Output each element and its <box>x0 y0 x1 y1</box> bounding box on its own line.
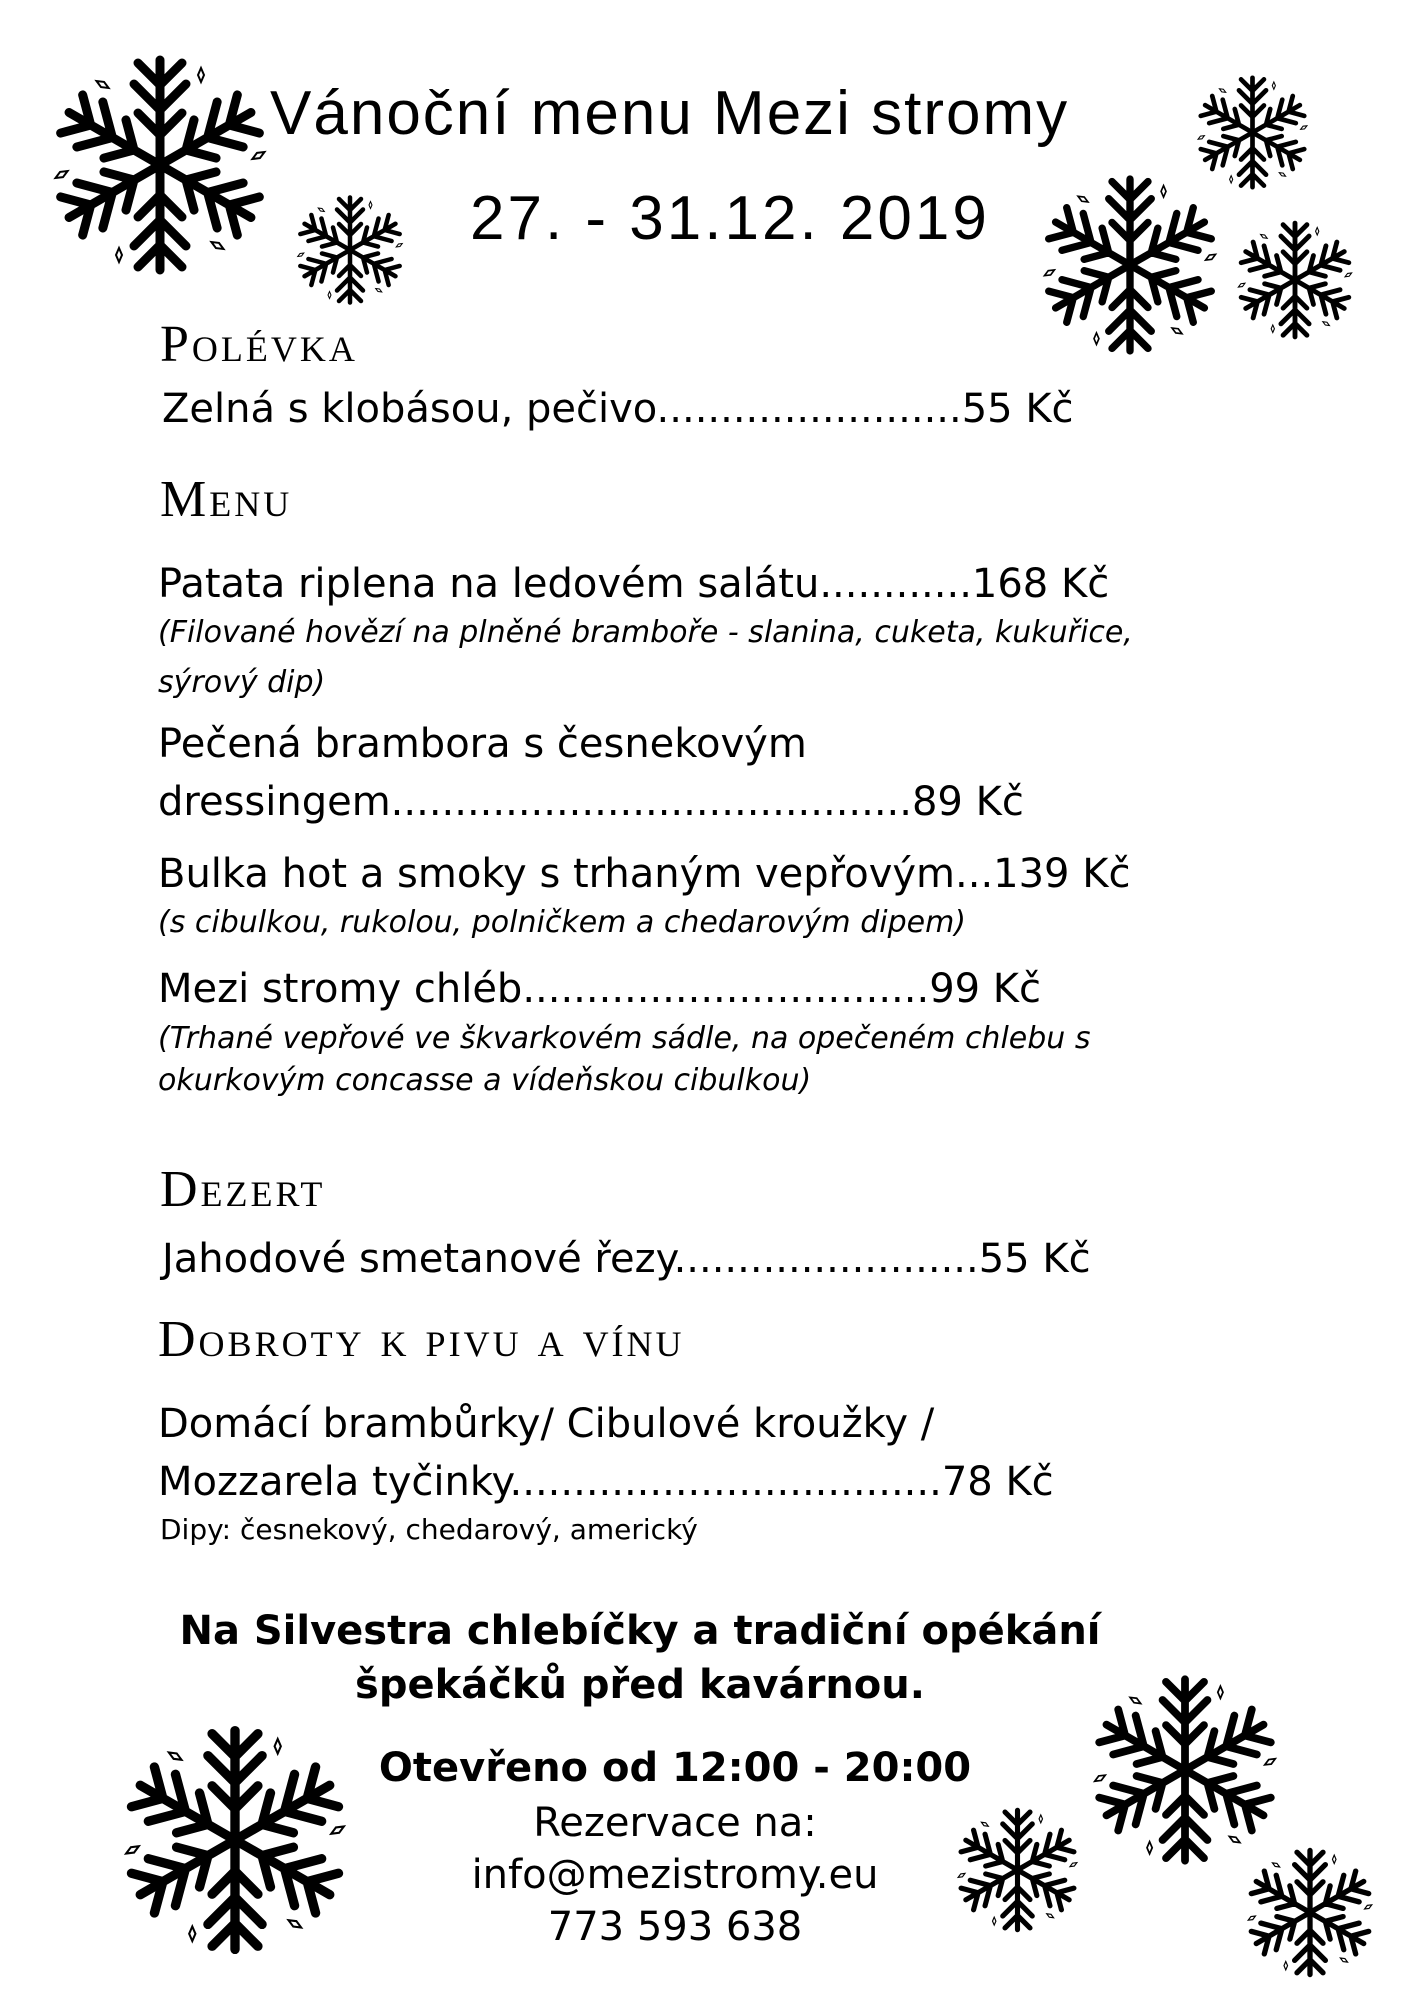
silvestr-note-line2: špekáčků před kavárnou. <box>355 1662 925 1708</box>
snowflake-icon <box>120 1715 350 1965</box>
contact-email[interactable]: info@mezistromy.eu <box>471 1852 879 1898</box>
menu-date: 27. - 31.12. 2019 <box>470 184 990 253</box>
menu-item-brambora-price: dressingem.........................................89 Kč <box>158 779 1024 825</box>
menu-item-chleb-note-2: okurkovým concasse a vídeňskou cibulkou) <box>158 1063 812 1098</box>
menu-item-patata-note: (Filované hovězí na plněné bramboře - slanina, cuketa, kukuřice, <box>158 615 1133 650</box>
menu-title: Vánoční menu Mezi stromy <box>270 79 1070 148</box>
soup-item: Zelná s klobásou, pečivo........................55 Kč <box>162 386 1074 432</box>
beer-snacks-item: Domácí brambůrky/ Cibulové kroužky / <box>158 1401 935 1447</box>
snowflake-icon <box>1235 215 1355 345</box>
opening-hours: Otevřeno od 12:00 - 20:00 <box>378 1745 972 1791</box>
menu-item-chleb-note: (Trhané vepřové ve škvarkovém sádle, na opečeném chlebu s <box>158 1021 1091 1056</box>
menu-item-patata: Patata riplena na ledovém salátu............168 Kč <box>158 561 1110 607</box>
section-heading-beer-snacks: Dobroty k pivu a vínu <box>158 1311 685 1368</box>
snowflake-icon <box>50 45 270 285</box>
snowflake-icon <box>1040 165 1220 365</box>
snowflake-icon <box>955 1800 1080 1940</box>
snowflake-icon <box>295 190 405 310</box>
silvestr-note-line1: Na Silvestra chlebíčky a tradiční opékání <box>179 1608 1101 1654</box>
section-heading-dessert: Dezert <box>160 1161 326 1218</box>
reservation-label: Rezervace na: <box>533 1800 817 1846</box>
menu-item-patata-note-2: sýrový dip) <box>158 665 326 700</box>
dessert-item: Jahodové smetanové řezy........................55 Kč <box>162 1236 1091 1282</box>
beer-snacks-dips: Dipy: česnekový, chedarový, americký <box>160 1513 698 1546</box>
section-heading-soup: Polévka <box>160 316 358 373</box>
contact-phone[interactable]: 773 593 638 <box>547 1904 803 1950</box>
beer-snacks-item-price: Mozzarela tyčinky..................................78 Kč <box>158 1459 1054 1505</box>
menu-item-chleb: Mezi stromy chléb................................99 Kč <box>158 966 1042 1012</box>
menu-item-brambora: Pečená brambora s česnekovým <box>158 721 807 767</box>
menu-item-bulka: Bulka hot a smoky s trhaným vepřovým...139 Kč <box>158 851 1131 897</box>
menu-item-bulka-note: (s cibulkou, rukolou, polničkem a chedarovým dipem) <box>158 905 966 940</box>
section-heading-menu: Menu <box>160 471 293 528</box>
snowflake-icon <box>1245 1840 1375 1985</box>
